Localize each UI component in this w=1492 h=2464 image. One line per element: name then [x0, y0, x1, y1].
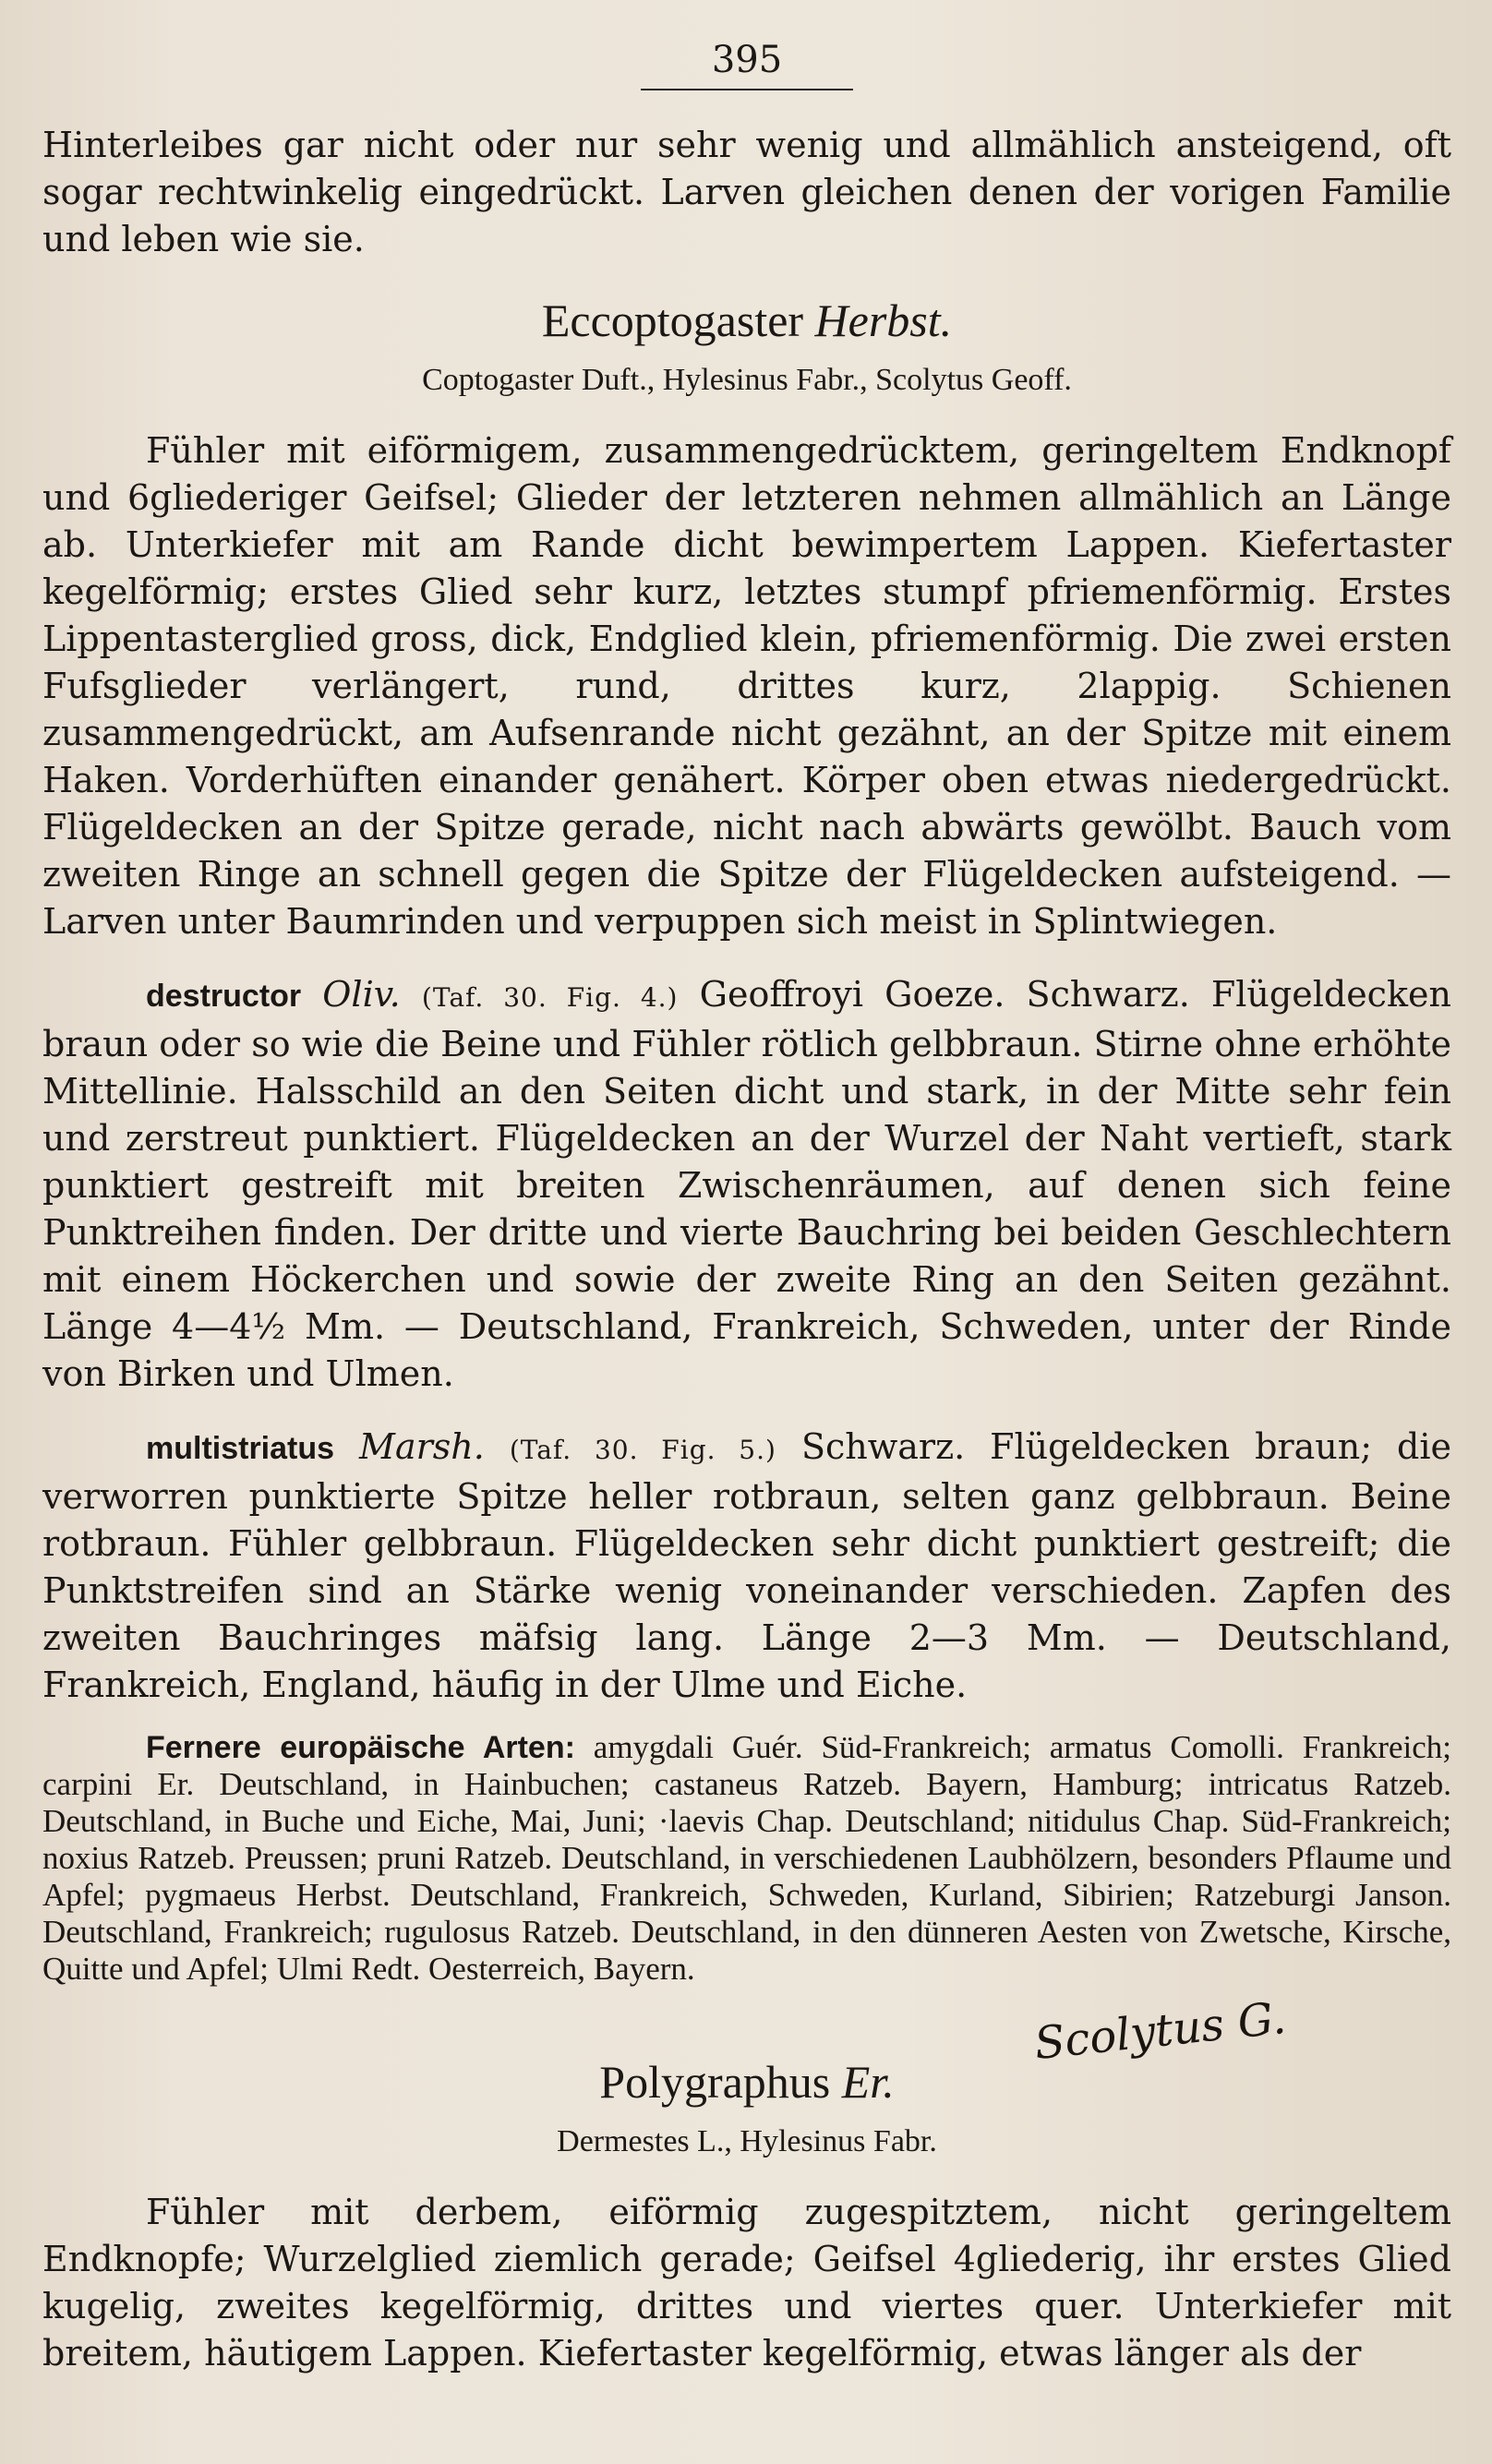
genus-synonyms: Coptogaster Duft., Hylesinus Fabr., Scolytus Geoff.	[422, 363, 1072, 397]
handwritten-annotation: Scolytus G.	[1031, 1991, 1289, 2071]
further-species-text: amygdali Guér. Süd-Frankreich; armatus Comolli. Frankreich; carpini Er. Deutschland, in Hainbuchen; castaneus Ratzeb. Bayern, Hamburg; intricatus Ratzeb. Deutschland, in Buche und Eiche, Mai, Juni; ·laevis Chap. Deutschland; nitidulus Chap. Süd-Frankreich; noxius Ratzeb. Preussen; pruni Ratzeb. Deutschland, in verschiedenen Laubhölzern, besonders Pflaume und Apfel; pygmaeus Herbst. Deutschland, Frankreich, Schweden, Kurland, Sibirien; Ratzeburgi Janson. Deutschland, Frankreich; rugulosus Ratzeb. Deutschland, in den dünneren Aesten von Zwetsche, Kirsche, Quitte und Apfel; Ulmi Redt. Oesterreich, Bayern.	[42, 1729, 1452, 1987]
plate-reference: (Taf. 30. Fig. 5.)	[509, 1435, 776, 1465]
genus-author: Herbst.	[814, 294, 953, 346]
species-entry-multistriatus	[42, 1424, 1451, 1709]
plate-reference: (Taf. 30. Fig. 4.)	[421, 982, 679, 1013]
species-name: multistriatus	[146, 1431, 335, 1466]
further-species-paragraph	[42, 1729, 1451, 1988]
species-name: destructor	[146, 979, 302, 1014]
further-species-heading: Fernere europäische Arten:	[146, 1730, 575, 1765]
species-author: Marsh.	[359, 1426, 485, 1467]
species-text: Schwarz. Flügeldecken braun; die verworren punktierte Spitze heller rotbraun, selten ganz gelbbraun. Beine rotbraun. Fühler gelbbraun. Flügeldecken sehr dicht punktiert gestreift; die Punktstreifen sind an Stärke wenig voneinander verschieden. Zapfen des zweiten Bauchringes mäfsig lang. Länge 2—3 Mm. — Deutschland, Frankreich, England, häufig in der Ulme und Eiche.	[42, 1426, 1451, 1705]
genus-author: Er.	[841, 2056, 895, 2108]
intro-paragraph: Hinterleibes gar nicht oder nur sehr wenig und allmählich ansteigend, oft sogar rechtwinkelig eingedrückt. Larven gleichen denen der vorigen Familie und leben wie sie.	[42, 125, 1451, 259]
genus-description: Fühler mit derbem, eiförmig zugespitztem, nicht geringeltem Endknopfe; Wurzelglied ziemlich gerade; Geifsel 4gliederig, ihr erstes Glied kugelig, zweites kegelförmig, drittes und viertes quer. Unterkiefer mit breitem, häutigem Lappen. Kiefertaster kegelförmig, etwas länger als der	[42, 2192, 1451, 2374]
page-number-rule	[641, 89, 853, 90]
genus-name: Polygraphus	[599, 2056, 831, 2108]
genus-heading-eccoptogaster	[42, 291, 1451, 350]
species-entry-destructor	[42, 971, 1451, 1398]
genus-description: Fühler mit eiförmigem, zusammengedrücktem, geringeltem Endknopf und 6gliederiger Geifsel; Glieder der letzteren nehmen allmählich an Länge ab. Unterkiefer mit am Rande dicht bewimpertem Lappen. Kiefertaster kegelförmig; erstes Glied sehr kurz, letztes stumpf pfriemenförmig. Erstes Lippentasterglied gross, dick, Endglied klein, pfriemenförmig. Die zwei ersten Fufsglieder verlängert, rund, drittes kurz, 2lappig. Schienen zusammengedrückt, am Aufsenrande nicht gezähnt, an der Spitze mit einem Haken. Vorderhüften einander genähert. Körper oben etwas niedergedrückt. Flügeldecken an der Spitze gerade, nicht nach abwärts gewölbt. Bauch vom zweiten Ringe an schnell gegen die Spitze der Flügeldecken aufsteigend. — Larven unter Baumrinden und verpuppen sich meist in Splintwiegen.	[42, 430, 1451, 942]
species-author: Oliv.	[322, 974, 401, 1015]
genus-name: Eccoptogaster	[541, 294, 804, 346]
genus-heading-polygraphus	[42, 2052, 1451, 2111]
page-number: 395	[711, 39, 783, 81]
genus-synonyms: Dermestes L., Hylesinus Fabr.	[557, 2124, 937, 2158]
species-text: Geoffroyi Goeze. Schwarz. Flügeldecken braun oder so wie die Beine und Fühler rötlich gelbbraun. Stirne ohne erhöhte Mittellinie. Halsschild an den Seiten dicht und stark, in der Mitte sehr fein und zerstreut punktiert. Flügeldecken an der Wurzel der Naht vertieft, stark punktiert gestreift mit breiten Zwischenräumen, auf denen sich feine Punktreihen finden. Der dritte und vierte Bauchring bei beiden Geschlechtern mit einem Höckerchen und sowie der zweite Ring an den Seiten gezähnt. Länge 4—4½ Mm. — Deutschland, Frankreich, Schweden, unter der Rinde von Birken und Ulmen.	[42, 974, 1451, 1394]
